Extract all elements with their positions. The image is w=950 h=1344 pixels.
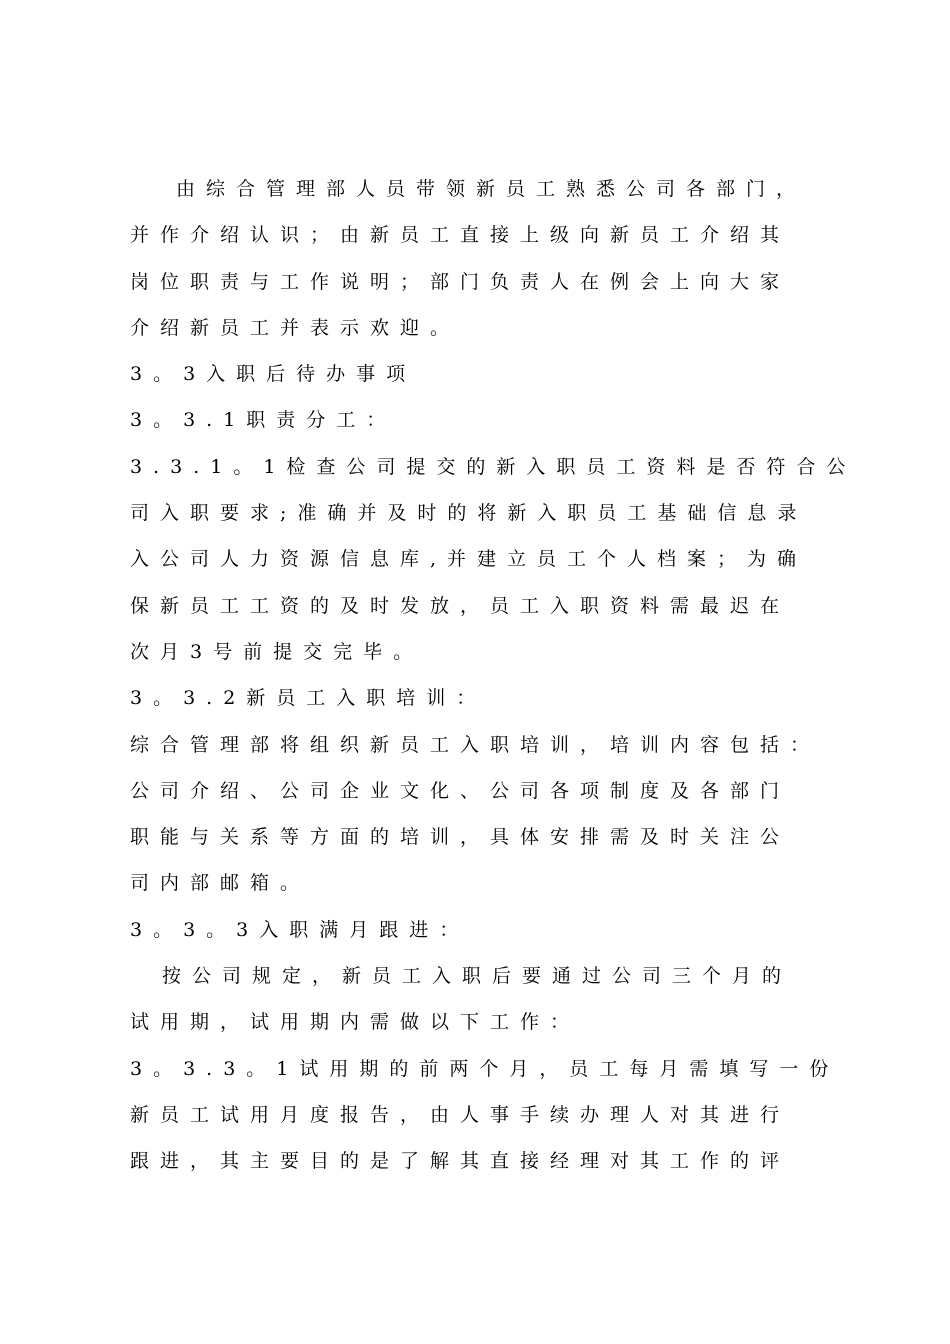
document-body xyxy=(130,166,857,1185)
text-line: 入公司人力资源信息库,并建立员工个人档案；为确 xyxy=(130,548,808,571)
text-line: 新员工试用月度报告，由人事手续办理人对其进行 xyxy=(130,1103,791,1126)
text-line: 按公司规定，新员工入职后要通过公司三个月的 xyxy=(162,965,793,988)
text-line: 保新员工工资的及时发放，员工入职资料需最迟在 xyxy=(130,594,791,617)
text-line: 跟进，其主要目的是了解其直接经理对其工作的评 xyxy=(130,1150,791,1173)
subsection-heading: 3。3.2新员工入职培训： xyxy=(130,687,487,710)
text-line: 由综合管理部人员带领新员工熟悉公司各部门， xyxy=(176,178,807,200)
text-line: 岗位职责与工作说明；部门负责人在例会上向大家 xyxy=(130,270,791,293)
text-line: 职能与关系等方面的培训，具体安排需及时关注公 xyxy=(130,826,791,849)
text-line: 司入职要求;准确并及时的将新入职员工基础信息录 xyxy=(130,502,808,525)
text-line: 司内部邮箱。 xyxy=(130,872,311,895)
text-line: 3.3.1。1检查公司提交的新入职员工资料是否符合公 xyxy=(130,455,857,478)
text-line: 介绍新员工并表示欢迎。 xyxy=(130,316,461,339)
text-line: 综合管理部将组织新员工入职培训，培训内容包括： xyxy=(130,733,821,756)
text-line: 并作介绍认识；由新员工直接上级向新员工介绍其 xyxy=(130,224,791,247)
text-line: 3。3.3。1试用期的前两个月，员工每月需填写一份 xyxy=(130,1057,840,1080)
text-line: 试用期，试用期内需做以下工作： xyxy=(130,1011,581,1034)
text-line: 公司介绍、公司企业文化、公司各项制度及各部门 xyxy=(130,779,791,802)
subsection-heading: 3。3。3入职满月跟进： xyxy=(130,918,470,941)
text-line: 次月3号前提交完毕。 xyxy=(130,640,424,663)
section-heading: 3。3入职后待办事项 xyxy=(130,363,417,386)
subsection-heading: 3。3.1职责分工： xyxy=(130,409,397,432)
